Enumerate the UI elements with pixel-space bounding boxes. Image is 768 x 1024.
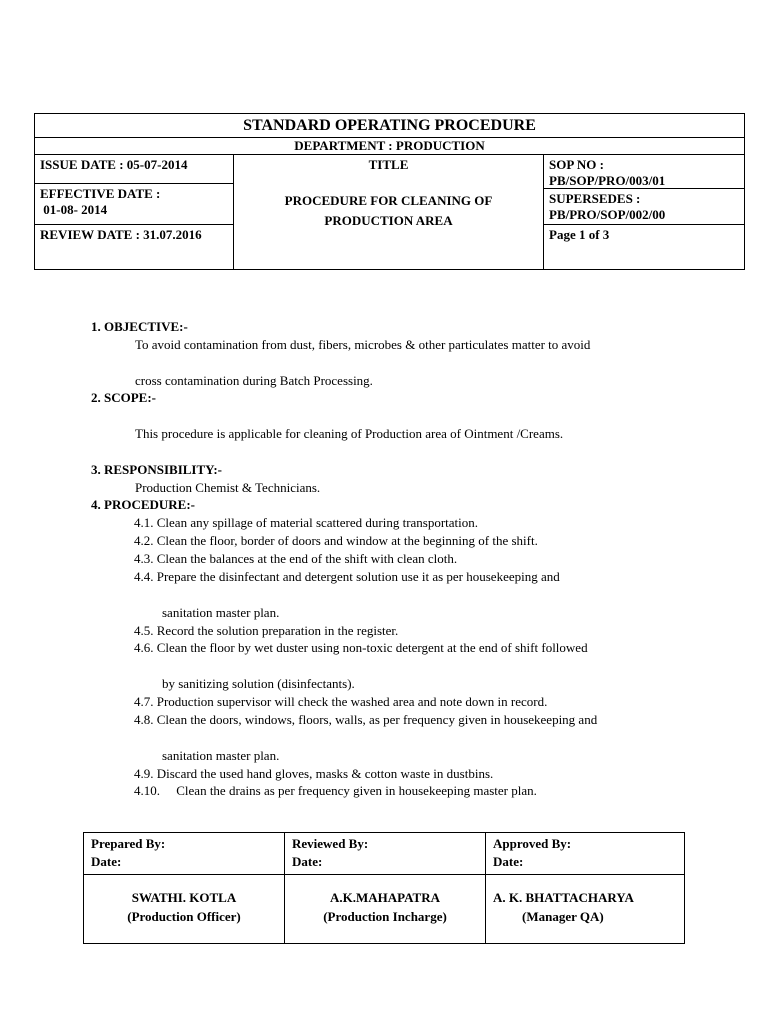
sop-number [544, 155, 744, 189]
objective-text-line-2: cross contamination during Batch Processing. [135, 373, 373, 388]
procedure-step-4-5: 4.5. Record the solution preparation in the register. [134, 623, 399, 638]
supersedes-label: SUPERSEDES : [549, 191, 641, 206]
procedure-title [234, 191, 543, 231]
prepared-by-header [84, 833, 284, 875]
approved-by-label: Approved By: [493, 836, 572, 851]
issue-date: ISSUE DATE : 05-07-2014 [35, 155, 233, 184]
procedure-step-4-1: 4.1. Clean any spillage of material scattered during transportation. [134, 515, 479, 530]
effective-date [35, 184, 233, 225]
prepared-by-signatory [84, 875, 284, 926]
procedure-step-4-9: 4.9. Discard the used hand gloves, masks & cotton waste in dustbins. [134, 766, 494, 781]
title-label: TITLE [368, 157, 409, 172]
header-grid [35, 155, 744, 269]
reviewed-by-header [285, 833, 485, 875]
dates-column [35, 155, 234, 269]
approved-by-role: (Manager QA) [522, 909, 604, 924]
reviewed-by-role: (Production Incharge) [323, 909, 447, 924]
effective-date-label: EFFECTIVE DATE : [40, 186, 161, 201]
sop-number-value: PB/SOP/PRO/003/01 [549, 173, 666, 188]
reviewed-by-name: A.K.MAHAPATRA [329, 890, 440, 905]
prepared-by-label: Prepared By: [91, 836, 166, 851]
approved-by-name: A. K. BHATTACHARYA [493, 890, 634, 905]
approval-table [83, 832, 685, 944]
responsibility-heading: 3. RESPONSIBILITY:- [91, 462, 223, 477]
objective-text-line-1: To avoid contamination from dust, fibers, microbes & other particulates matter to avoid [135, 337, 591, 352]
sop-header-table [34, 113, 745, 270]
responsibility-text: Production Chemist & Technicians. [135, 480, 321, 495]
procedure-step-4-8: 4.8. Clean the doors, windows, floors, walls, as per frequency given in housekeeping and [134, 712, 598, 727]
sop-info-column [544, 155, 744, 269]
procedure-step-4-3: 4.3. Clean the balances at the end of the shift with clean cloth. [134, 551, 458, 566]
objective-heading: 1. OBJECTIVE:- [91, 319, 188, 334]
procedure-step-4-6: 4.6. Clean the floor by wet duster using non-toxic detergent at the end of shift followed [134, 640, 588, 655]
reviewed-by-column [285, 833, 486, 943]
procedure-step-4-10: 4.10. Clean the drains as per frequency given in housekeeping master plan. [134, 783, 537, 798]
procedure-step-4-2: 4.2. Clean the floor, border of doors and window at the beginning of the shift. [134, 533, 538, 548]
supersedes [544, 189, 744, 225]
procedure-title-line-1: PROCEDURE FOR CLEANING OF [284, 193, 493, 208]
procedure-step-4-6-cont: by sanitizing solution (disinfectants). [162, 676, 355, 691]
supersedes-value: PB/PRO/SOP/002/00 [549, 207, 666, 222]
procedure-heading: 4. PROCEDURE:- [91, 497, 195, 512]
procedure-title-line-2: PRODUCTION AREA [324, 213, 453, 228]
procedure-step-4-4: 4.4. Prepare the disinfectant and detergent solution use it as per housekeeping and [134, 569, 560, 584]
document-title: STANDARD OPERATING PROCEDURE [35, 114, 744, 138]
reviewed-by-label: Reviewed By: [292, 836, 369, 851]
procedure-step-4-7: 4.7. Production supervisor will check the washed area and note down in record. [134, 694, 548, 709]
prepared-by-name: SWATHI. KOTLA [131, 890, 237, 905]
sop-number-label: SOP NO : [549, 157, 604, 172]
reviewed-by-signatory [285, 875, 485, 926]
effective-date-value: 01-08- 2014 [40, 202, 108, 217]
approved-date-label: Date: [493, 854, 524, 869]
title-column [234, 155, 544, 269]
scope-heading: 2. SCOPE:- [91, 390, 156, 405]
procedure-step-4-4-cont: sanitation master plan. [162, 605, 280, 620]
scope-text: This procedure is applicable for cleaning of Production area of Ointment /Creams. [135, 426, 564, 441]
prepared-by-role: (Production Officer) [127, 909, 241, 924]
department-label: DEPARTMENT : PRODUCTION [35, 138, 744, 155]
prepared-date-label: Date: [91, 854, 122, 869]
approved-by-header [486, 833, 684, 875]
page-number: Page 1 of 3 [549, 227, 610, 242]
procedure-step-4-8-cont: sanitation master plan. [162, 748, 280, 763]
review-date: REVIEW DATE : 31.07.2016 [40, 227, 202, 242]
prepared-by-column [84, 833, 285, 943]
approved-by-signatory [486, 875, 684, 926]
reviewed-date-label: Date: [292, 854, 323, 869]
approved-by-column [486, 833, 684, 943]
